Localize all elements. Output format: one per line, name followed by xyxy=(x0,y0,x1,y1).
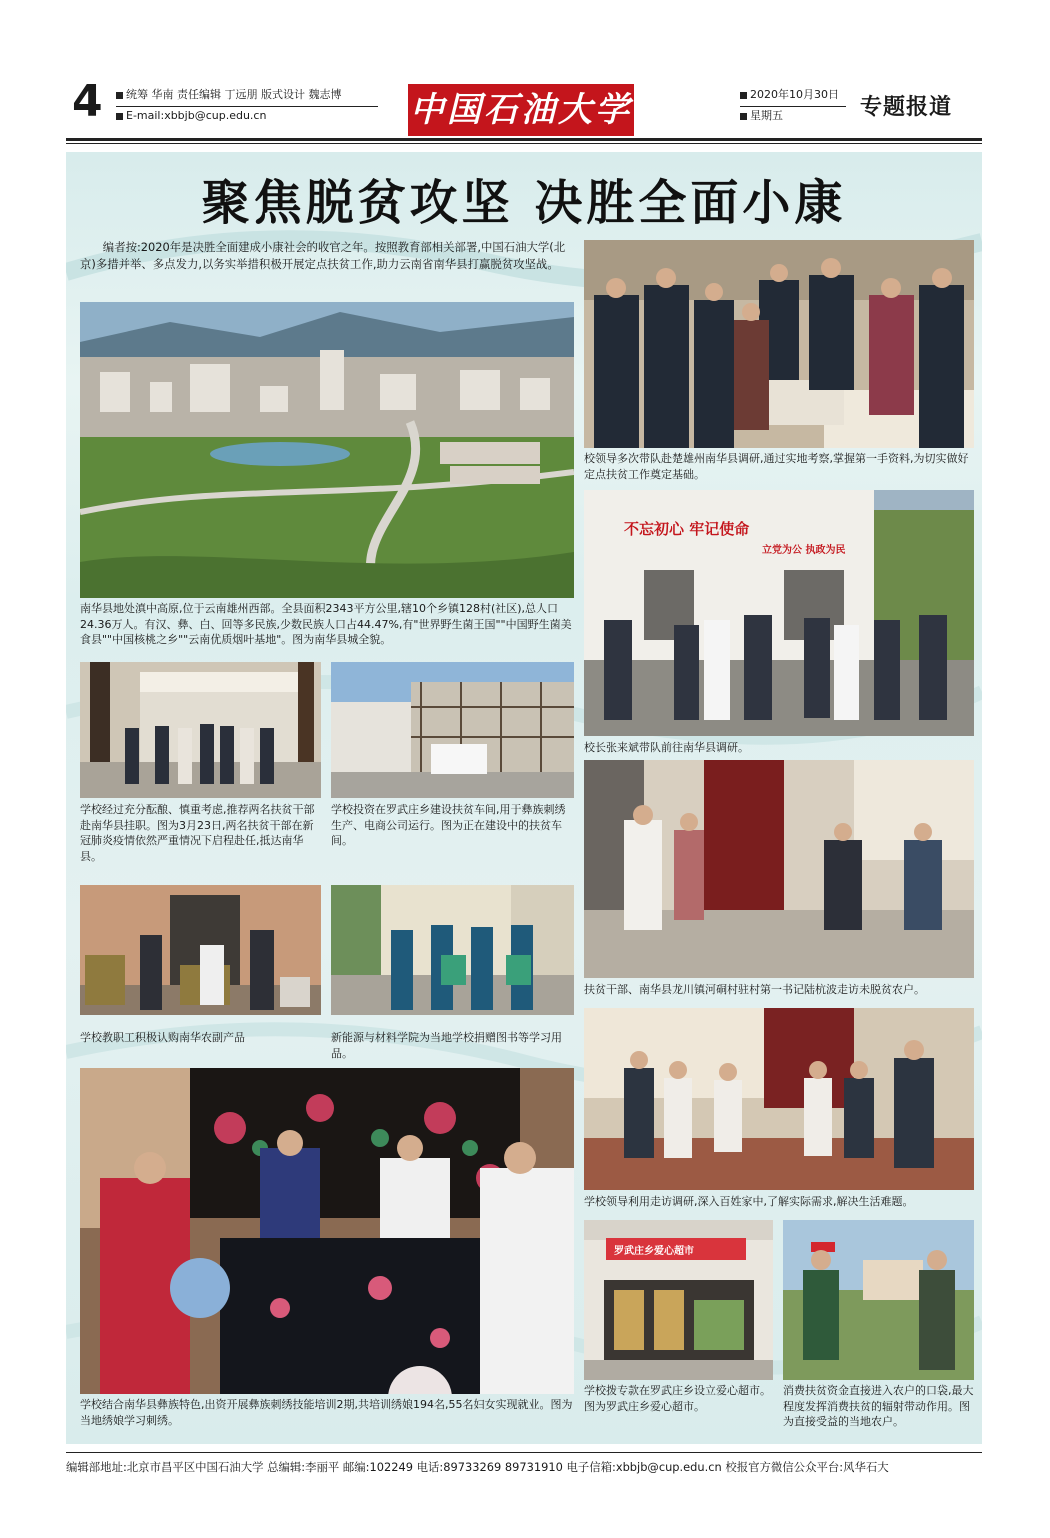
purchase-photo xyxy=(80,885,321,1015)
farmer-visit-caption: 扶贫干部、南华县龙川镇河硐村驻村第一书记陆杭波走访未脱贫农户。 xyxy=(584,983,925,996)
county-panorama-caption: 南华县地处滇中高原,位于云南雄州西部。全县面积2343平方公里,辖10个乡镇128村(社区),总人口24.36万人。有汉、彝、白、回等多民族,少数民族人口占44.47%,有"世界野生菌王国""中国野生菌美食县""中国核桃之乡""云南优质烟叶基地"。图为南华县城全貌。 xyxy=(80,602,572,646)
footer-rule xyxy=(66,1452,982,1453)
footer-info: 编辑部地址:北京市昌平区中国石油大学 总编辑:李丽平 邮编:102249 电话:89733269 89731910 电子信箱:xbbjb@cup.edu.cn 校报官方微信公众平台:风华石大 xyxy=(66,1460,889,1474)
slogan-banner-2: 立党为公 执政为民 xyxy=(762,545,846,556)
issue-weekday xyxy=(740,108,783,123)
embroidery-photo xyxy=(80,1068,574,1394)
supermarket-sign: 罗武庄乡爱心超市 xyxy=(614,1246,694,1257)
masthead-divider xyxy=(116,106,378,107)
email-line: E-mail:xbbjb@cup.edu.cn xyxy=(126,109,267,122)
masthead-rule xyxy=(66,138,982,141)
leaders-survey-caption: 校领导多次带队赴楚雄州南华县调研,通过实地考察,掌握第一手资料,为切实做好定点扶贫工作奠定基础。 xyxy=(584,452,969,481)
home-visit-photo xyxy=(584,1008,974,1190)
date-divider xyxy=(740,106,846,107)
cadres-departure-caption: 学校经过充分酝酿、慎重考虑,推荐两名扶贫干部赴南华县挂职。图为3月23日,两名扶贫干部在新冠肺炎疫情依然严重情况下启程赴任,抵达南华县。 xyxy=(80,803,315,863)
president-visit-caption: 校长张来斌带队前往南华县调研。 xyxy=(584,741,749,754)
county-panorama-photo xyxy=(80,302,574,598)
consumption-caption: 消费扶贫资金直接进入农户的口袋,最大程度发挥消费扶贫的辐射带动作用。图为直接受益的当地农户。 xyxy=(783,1384,974,1428)
editor-note: 编者按:2020年是决胜全面建成小康社会的收官之年。按照教育部相关部署,中国石油大学(北京)多措并举、多点发力,以务实举措积极开展定点扶贫工作,助力云南省南华县打赢脱贫攻坚战。 xyxy=(80,240,566,271)
supermarket-photo xyxy=(584,1220,773,1380)
cadres-departure-photo xyxy=(80,662,321,798)
staff-line: 统筹 华南 责任编辑 丁远朋 版式设计 魏志博 xyxy=(126,88,342,101)
masthead-rule-thin xyxy=(66,143,982,144)
donation-photo xyxy=(331,885,574,1015)
email-credit xyxy=(116,108,266,123)
president-visit-photo xyxy=(584,490,974,736)
consumption-photo xyxy=(783,1220,974,1380)
newspaper-logo: 中国石油大学 xyxy=(408,84,634,136)
weekday-text: 星期五 xyxy=(750,109,783,122)
embroidery-caption: 学校结合南华县彝族特色,出资开展彝族刺绣技能培训2期,共培训绣娘194名,55名妇女实现就业。图为当地绣娘学习刺绣。 xyxy=(80,1398,573,1427)
staff-credits xyxy=(116,87,341,102)
workshop-photo xyxy=(331,662,574,798)
page-number: 4 xyxy=(72,76,103,127)
date-text: 2020年10月30日 xyxy=(750,88,839,101)
home-visit-caption: 学校领导利用走访调研,深入百姓家中,了解实际需求,解决生活难题。 xyxy=(584,1195,914,1208)
workshop-caption: 学校投资在罗武庄乡建设扶贫车间,用于彝族刺绣生产、电商公司运行。图为正在建设中的扶贫车间。 xyxy=(331,803,566,847)
page-headline: 聚焦脱贫攻坚 决胜全面小康 xyxy=(201,175,847,231)
purchase-caption: 学校教职工积极认购南华农副产品 xyxy=(80,1031,245,1044)
issue-date xyxy=(740,87,839,102)
leaders-survey-photo xyxy=(584,240,974,448)
farmer-visit-photo xyxy=(584,760,974,978)
section-title: 专题报道 xyxy=(860,95,953,120)
supermarket-caption: 学校拨专款在罗武庄乡设立爱心超市。图为罗武庄乡爱心超市。 xyxy=(584,1384,771,1413)
donation-caption: 新能源与材料学院为当地学校捐赠图书等学习用品。 xyxy=(331,1031,562,1060)
slogan-banner: 不忘初心 牢记使命 xyxy=(624,520,750,538)
